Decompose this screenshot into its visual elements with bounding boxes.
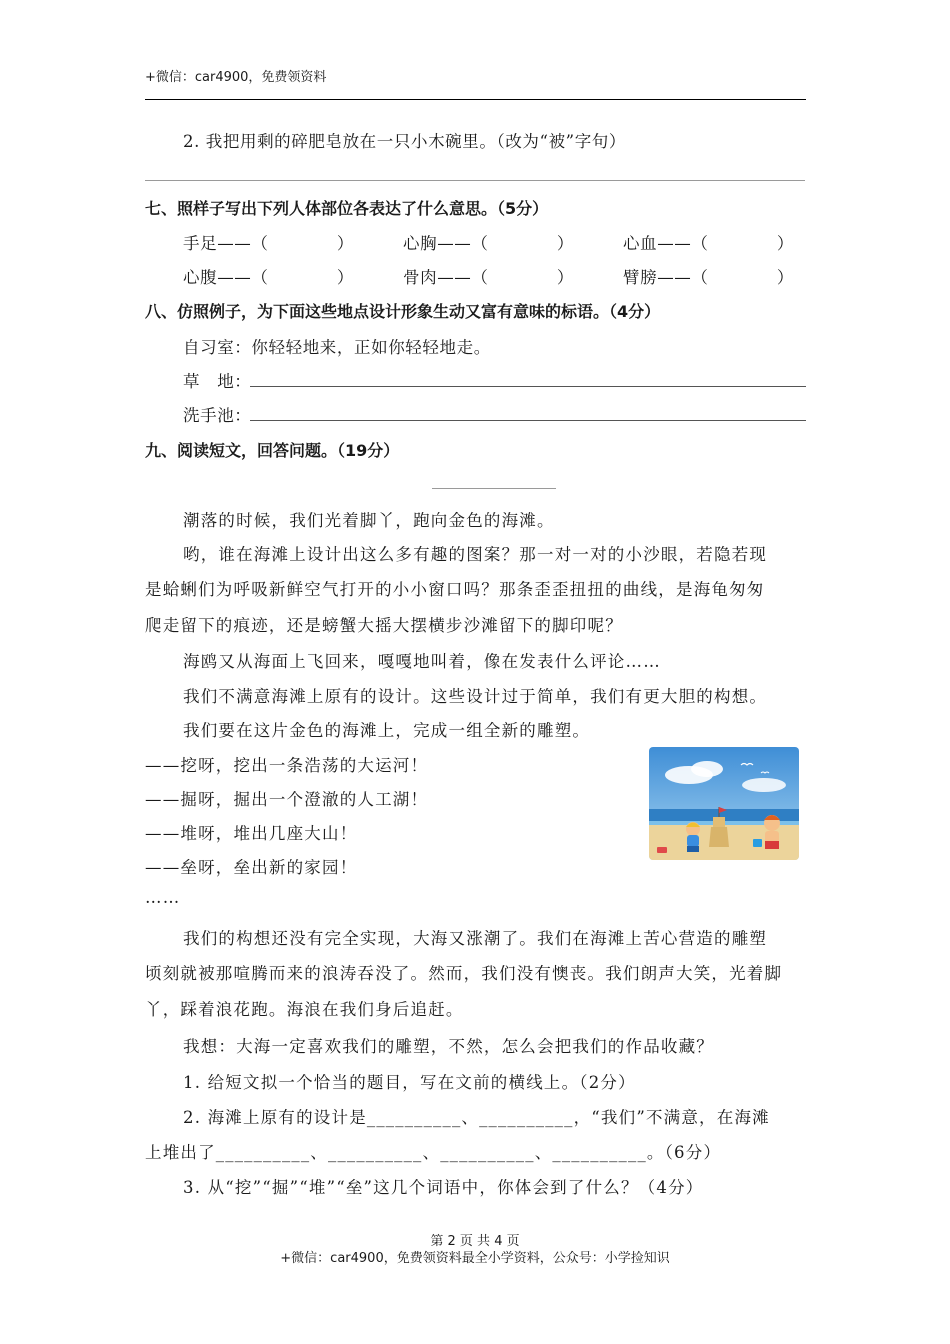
body-part-item: 骨肉——（ ） [403, 268, 574, 287]
body-part-item: 心腹——（ ） [183, 268, 354, 287]
passage-paragraph: 哟，谁在海滩上设计出这么多有趣的图案？那一对一对的小沙眼，若隐若现 [183, 545, 768, 564]
question-2-line-1: 2. 海滩上原有的设计是__________、__________，“我们”不满意，在海滩 [183, 1108, 770, 1127]
slogan-example: 自习室：你轻轻地来，正如你轻轻地走。 [183, 338, 491, 357]
section-7-title: 七、照样子写出下列人体部位各表达了什么意思。（5分） [145, 199, 549, 218]
footer-note: +微信：car4900，免费领资料最全小学资料，公众号：小学捡知识 [280, 1251, 670, 1266]
passage-paragraph: 顷刻就被那喧腾而来的浪涛吞没了。然而，我们没有懊丧。我们朗声大笑，光着脚 [145, 964, 783, 983]
question-3: 3. 从“挖”“掘”“堆”“垒”这几个词语中，你体会到了什么？（4分） [183, 1178, 704, 1197]
section-9-title: 九、阅读短文，回答问题。（19分） [145, 441, 400, 460]
page-header-note: +微信：car4900，免费领资料 [145, 70, 327, 85]
passage-dash-line: ——堆呀，堆出几座大山！ [145, 824, 358, 843]
passage-paragraph: 潮落的时候，我们光着脚丫，跑向金色的海滩。 [183, 511, 555, 530]
passage-dash-line: ——掘呀，掘出一个澄澈的人工湖！ [145, 790, 429, 809]
body-part-item: 臂膀——（ ） [623, 268, 794, 287]
answer-line-q6-2[interactable] [145, 180, 805, 181]
page-number: 第 2 页 共 4 页 [430, 1234, 520, 1249]
passage-paragraph: 我们不满意海滩上原有的设计。这些设计过于简单，我们有更大胆的构想。 [183, 687, 768, 706]
slogan-label-grass: 草 地： [183, 372, 252, 391]
passage-dash-line: ——挖呀，挖出一条浩荡的大运河！ [145, 756, 429, 775]
passage-paragraph: 海鸥又从海面上飞回来，嘎嘎地叫着，像在发表什么评论…… [183, 652, 661, 671]
passage-dash-line: ——垒呀，垒出新的家园！ [145, 858, 358, 877]
passage-paragraph: 爬走留下的痕迹，还是螃蟹大摇大摆横步沙滩留下的脚印呢？ [145, 616, 623, 635]
body-part-item: 心胸——（ ） [403, 234, 574, 253]
beach-sandcastle-illustration [649, 747, 799, 860]
question-2-line-2: 上堆出了__________、__________、__________、__________。（6分） [145, 1143, 722, 1162]
header-divider [145, 99, 806, 100]
passage-ellipsis: …… [145, 888, 181, 907]
body-part-item: 手足——（ ） [183, 234, 354, 253]
passage-paragraph: 我想：大海一定喜欢我们的雕塑，不然，怎么会把我们的作品收藏？ [183, 1037, 714, 1056]
passage-paragraph: 是蛤蜊们为呼吸新鲜空气打开的小小窗口吗？那条歪歪扭扭的曲线，是海龟匆匆 [145, 580, 765, 599]
slogan-answer-line-grass[interactable] [250, 386, 806, 387]
passage-paragraph: 我们的构想还没有完全实现，大海又涨潮了。我们在海滩上苦心营造的雕塑 [183, 929, 768, 948]
question-1: 1. 给短文拟一个恰当的题目，写在文前的横线上。（2分） [183, 1073, 636, 1092]
slogan-label-sink: 洗手池： [183, 406, 252, 425]
passage-paragraph: 我们要在这片金色的海滩上，完成一组全新的雕塑。 [183, 721, 591, 740]
passage-paragraph: 丫，踩着浪花跑。海浪在我们身后追赶。 [145, 1000, 464, 1019]
passage-title-blank[interactable] [432, 488, 556, 489]
body-part-item: 心血——（ ） [623, 234, 794, 253]
q6-item-2: 2. 我把用剩的碎肥皂放在一只小木碗里。（改为“被”字句） [183, 132, 627, 151]
slogan-answer-line-sink[interactable] [250, 420, 806, 421]
section-8-title: 八、仿照例子，为下面这些地点设计形象生动又富有意味的标语。（4分） [145, 302, 661, 321]
